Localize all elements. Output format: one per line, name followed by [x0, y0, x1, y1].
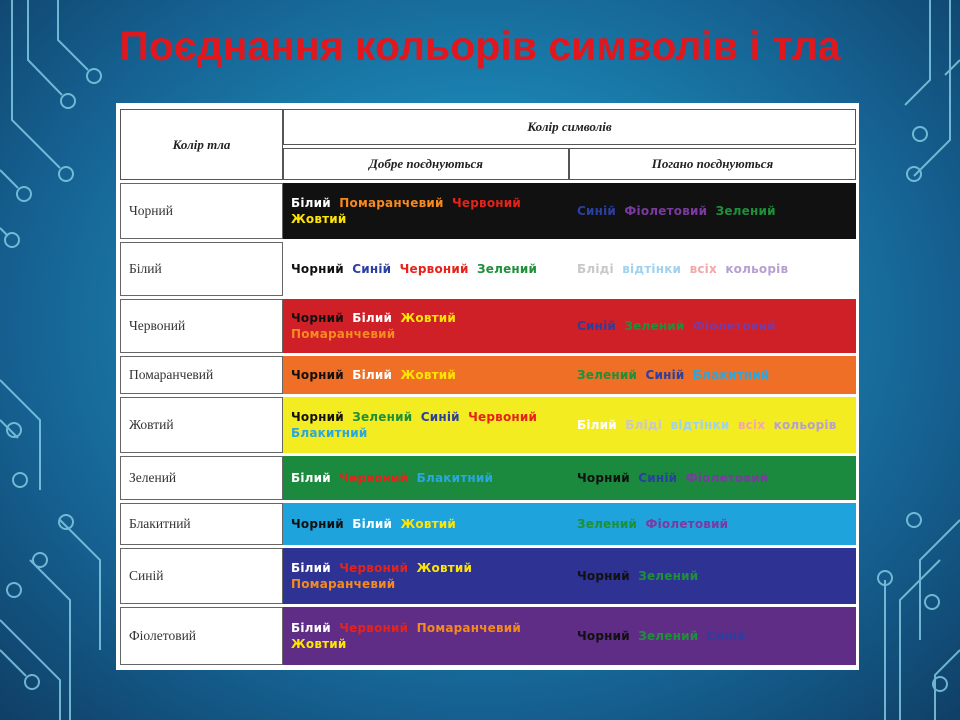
- good-combination-cell: [283, 548, 569, 604]
- color-word: Білий: [291, 195, 331, 210]
- color-word: Червоний: [399, 261, 469, 276]
- color-word: кольорів: [773, 417, 837, 432]
- color-word: Помаранчевий: [291, 577, 396, 591]
- background-color-label: Синій: [120, 548, 283, 604]
- table-row: [120, 299, 856, 353]
- color-word: Синій: [420, 409, 460, 424]
- bad-combination-cell: [569, 607, 856, 665]
- background-color-label: Чорний: [120, 183, 283, 239]
- bad-combination-cell: [569, 456, 856, 500]
- color-word: Чорний: [577, 568, 630, 583]
- color-word: Червоний: [339, 620, 409, 635]
- good-combination-cell: [283, 242, 569, 296]
- color-word: Червоний: [468, 409, 538, 424]
- background-color-label: Зелений: [120, 456, 283, 500]
- color-word: Бліді: [625, 417, 663, 432]
- color-word: Жовтий: [291, 637, 347, 651]
- color-word: Синій: [645, 367, 685, 382]
- color-word: Синій: [577, 318, 617, 333]
- color-word: Білий: [291, 560, 331, 575]
- table-row: [120, 503, 856, 545]
- bad-combination-cell: [569, 299, 856, 353]
- color-word: Білий: [577, 417, 617, 432]
- color-word: Червоний: [339, 560, 409, 575]
- color-word: Синій: [352, 261, 392, 276]
- color-word: Бліді: [577, 261, 614, 276]
- color-combination-table-frame: [116, 103, 859, 670]
- color-word: Помаранчевий: [291, 327, 396, 341]
- background-color-label: Помаранчевий: [120, 356, 283, 394]
- good-combination-cell: [283, 456, 569, 500]
- color-word: Синій: [706, 628, 746, 643]
- color-word: Білий: [291, 620, 331, 635]
- color-word: Зелений: [577, 516, 638, 531]
- color-word: Білий: [352, 367, 393, 382]
- color-word: Жовтий: [291, 212, 347, 226]
- color-word: Зелений: [352, 409, 413, 424]
- color-word: кольорів: [725, 261, 789, 276]
- table-row: [120, 183, 856, 239]
- table-row: [120, 397, 856, 453]
- header-good-combinations: Добре поєднуються: [283, 148, 569, 180]
- color-word: Чорний: [291, 516, 344, 531]
- color-word: Зелений: [638, 628, 699, 643]
- color-word: всіх: [689, 261, 717, 276]
- color-word: Помаранчевий: [339, 195, 444, 210]
- color-word: Фіолетовий: [692, 318, 776, 333]
- color-word: Чорний: [291, 310, 344, 325]
- color-word: Фіолетовий: [624, 203, 708, 218]
- good-combination-cell: [283, 397, 569, 453]
- color-combination-table: [120, 106, 856, 668]
- color-word: Жовтий: [416, 560, 473, 575]
- background-color-label: Білий: [120, 242, 283, 296]
- header-background-color: Колір тла: [120, 109, 283, 180]
- header-text-color: Колір символів: [283, 109, 856, 145]
- color-word: Зелений: [624, 318, 685, 333]
- good-combination-cell: [283, 356, 569, 394]
- color-word: Фіолетовий: [645, 516, 729, 531]
- color-word: Фіолетовий: [685, 470, 769, 485]
- color-word: всіх: [737, 417, 766, 432]
- bad-combination-cell: [569, 242, 856, 296]
- color-word: Червоний: [339, 470, 409, 485]
- color-word: Чорний: [577, 628, 630, 643]
- color-word: відтінки: [670, 417, 730, 432]
- bad-combination-cell: [569, 356, 856, 394]
- good-combination-cell: [283, 183, 569, 239]
- color-word: Червоний: [452, 195, 521, 210]
- good-combination-cell: [283, 607, 569, 665]
- color-word: Зелений: [715, 203, 776, 218]
- header-bad-combinations: Погано поєднуються: [569, 148, 856, 180]
- bad-combination-cell: [569, 548, 856, 604]
- background-color-label: Червоний: [120, 299, 283, 353]
- color-word: Білий: [352, 310, 393, 325]
- table-row: [120, 607, 856, 665]
- color-word: Зелений: [577, 367, 638, 382]
- color-word: Блакитний: [291, 426, 368, 440]
- color-word: Чорний: [291, 367, 344, 382]
- background-color-label: Фіолетовий: [120, 607, 283, 665]
- color-word: Білий: [352, 516, 393, 531]
- color-word: Помаранчевий: [416, 620, 521, 635]
- color-word: відтінки: [622, 261, 682, 276]
- good-combination-cell: [283, 299, 569, 353]
- color-word: Синій: [577, 203, 617, 218]
- table-body: [120, 183, 856, 665]
- color-word: Синій: [638, 470, 678, 485]
- slide-title: Поєднання кольорів символів і тла: [119, 23, 841, 69]
- good-combination-cell: [283, 503, 569, 545]
- background-color-label: Блакитний: [120, 503, 283, 545]
- color-word: Жовтий: [400, 516, 456, 531]
- color-word: Жовтий: [400, 310, 456, 325]
- bad-combination-cell: [569, 183, 856, 239]
- bad-combination-cell: [569, 397, 856, 453]
- background-color-label: Жовтий: [120, 397, 283, 453]
- color-word: Білий: [291, 470, 331, 485]
- color-word: Чорний: [577, 470, 630, 485]
- color-word: Блакитний: [416, 470, 494, 485]
- color-word: Чорний: [291, 261, 344, 276]
- color-word: Чорний: [291, 409, 344, 424]
- table-row: [120, 242, 856, 296]
- bad-combination-cell: [569, 503, 856, 545]
- color-word: Жовтий: [400, 367, 456, 382]
- table-row: [120, 356, 856, 394]
- color-word: Зелений: [638, 568, 699, 583]
- color-word: Блакитний: [692, 367, 770, 382]
- color-word: Зелений: [477, 261, 538, 276]
- table-row: [120, 548, 856, 604]
- table-row: [120, 456, 856, 500]
